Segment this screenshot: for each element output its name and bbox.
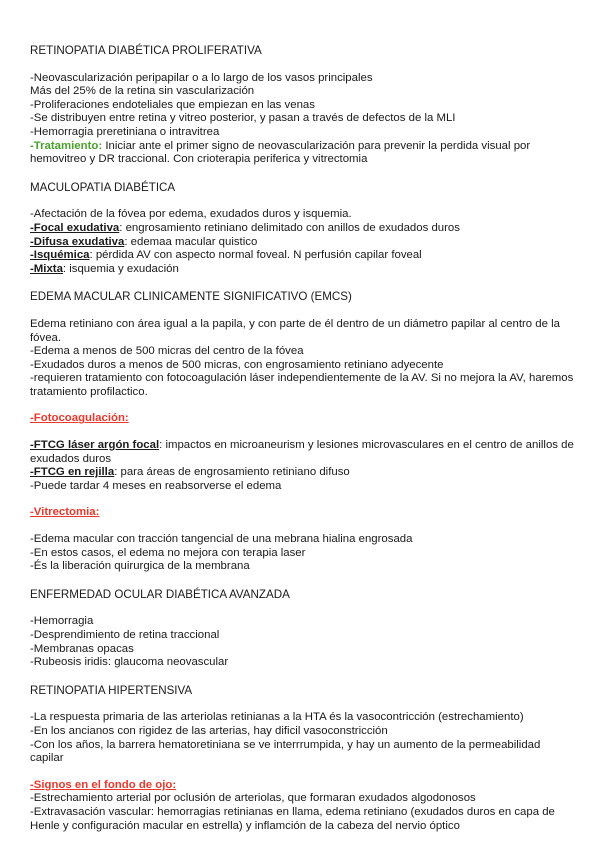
text-line: -Puede tardar 4 meses en reabsorverse el edema (30, 479, 282, 492)
text-line: -Edema a menos de 500 micras del centro de la fóvea (30, 345, 304, 358)
item-label: -FTCG láser argón focal (30, 439, 160, 452)
list-item (30, 466, 600, 480)
section-title-maculopatia: MACULOPATIA DIABÉTICA (30, 180, 176, 194)
item-label: -FTCG en rejilla (30, 466, 115, 479)
item-text: : engrosamiento retiniano delimitado con anillos de exudados duros (119, 221, 460, 234)
text-line: -Rubeosis iridis: glaucoma neovascular (30, 656, 229, 669)
list-item (30, 439, 575, 466)
text-line: -És la liberación quirurgica de la membrana (30, 560, 250, 573)
text-line: -Se distribuyen entre retina y vitreo posterior, y pasan a través de defectos de la MLI (30, 112, 456, 125)
text-line: -En estos casos, el edema no mejora con terapia laser (30, 546, 306, 559)
item-text: : para áreas de engrosamiento retiniano difuso (114, 466, 350, 479)
item-text: : isquemia y exudación (62, 262, 179, 275)
text-line: -Proliferaciones endoteliales que empiezan en las venas (30, 98, 315, 111)
text-line: -Afectación de la fóvea por edema, exudados duros y isquemia. (30, 208, 352, 221)
item-text: : pérdida AV con aspecto normal foveal. N perfusión capilar foveal (89, 249, 422, 262)
item-label: -Difusa exudativa (30, 235, 125, 248)
item-label: -Focal exudativa (30, 221, 120, 234)
list-item (30, 249, 600, 263)
section-title-vitrectomia: -Vitrectomia: (30, 506, 100, 519)
text-line: -Membranas opacas (30, 642, 134, 655)
section-title-retinopatia-proliferativa: RETINOPATIA DIABÉTICA PROLIFERATIVA (30, 44, 262, 57)
text-line: -Neovascularización peripapilar o a lo largo de los vasos principales (30, 71, 373, 84)
item-text: : edemaa macular quistico (124, 235, 258, 248)
treatment-label: -Tratamiento: (30, 139, 103, 152)
text-paragraph: -Extravasación vascular: hemorragias retinianas en llama, edema retiniano (exudados duros en capa de Henle y configuración macular en estrella) y inflamción de la cabeza del nervio óptico (30, 805, 555, 832)
list-item (30, 222, 600, 236)
section-title-emcs: EDEMA MACULAR CLINICAMENTE SIGNIFICATIVO (EMCS) (30, 290, 352, 304)
text-line: -La respuesta primaria de las arteriolas retinianas a la HTA és la vasocontricción (estrechamiento) (30, 711, 524, 724)
item-label: -Isquémica (30, 249, 90, 262)
treatment-paragraph (30, 140, 575, 167)
text-line: -Exudados duros a menos de 500 micras, con engrosamiento retiniano adyecente (30, 358, 444, 371)
text-paragraph: -Con los años, la barrera hematoretiniana se ve interrrumpida, y hay un aumento de la permeabilidad capilar (30, 738, 541, 765)
treatment-text: Iniciar ante el primer signo de neovascularización para prevenir la perdida visual por hemovitreo y DR traccional. Con crioterapia periferica y vitrectomia (30, 139, 531, 166)
text-paragraph: Edema retiniano con área igual a la papila, y con parte de él dentro de un diámetro papilar al centro de la fóvea. (30, 317, 561, 344)
text-line: -Estrechamiento arterial por oclusión de arteriolas, que formaran exudados algodonosos (30, 792, 476, 805)
section-title-retinopatia-hipertensiva: RETINOPATIA HIPERTENSIVA (30, 683, 193, 697)
text-line: Más del 25% de la retina sin vascularización (30, 85, 255, 98)
section-title-enfermedad-ocular: ENFERMEDAD OCULAR DIABÉTICA AVANZADA (30, 587, 290, 601)
list-item (30, 263, 600, 277)
item-text: : impactos en microaneurism y lesiones microvasculares en el centro de anillos de exudados duros (30, 439, 574, 465)
text-line: -En los ancianos con rigidez de las arterias, hay dificil vasoconstricción (30, 724, 388, 737)
text-paragraph: -requieren tratamiento con fotocoagulación láser independientemente de la AV. Si no mejora la AV, haremos tratamiento profilactico. (30, 372, 574, 398)
text-line: -Desprendimiento de retina traccional (30, 629, 220, 641)
text-line: -Hemorragia preretiniana o intravitrea (30, 125, 220, 138)
item-label: -Mixta (30, 262, 63, 275)
list-item (30, 236, 600, 250)
text-line: -Edema macular con tracción tangencial de una mebrana hialina engrosada (30, 533, 413, 546)
text-line: -Hemorragia (30, 615, 94, 628)
section-title-fotocoagulacion: -Fotocoagulación: (30, 412, 129, 425)
section-title-signos-fondo-ojo: -Signos en el fondo de ojo: (30, 778, 177, 791)
